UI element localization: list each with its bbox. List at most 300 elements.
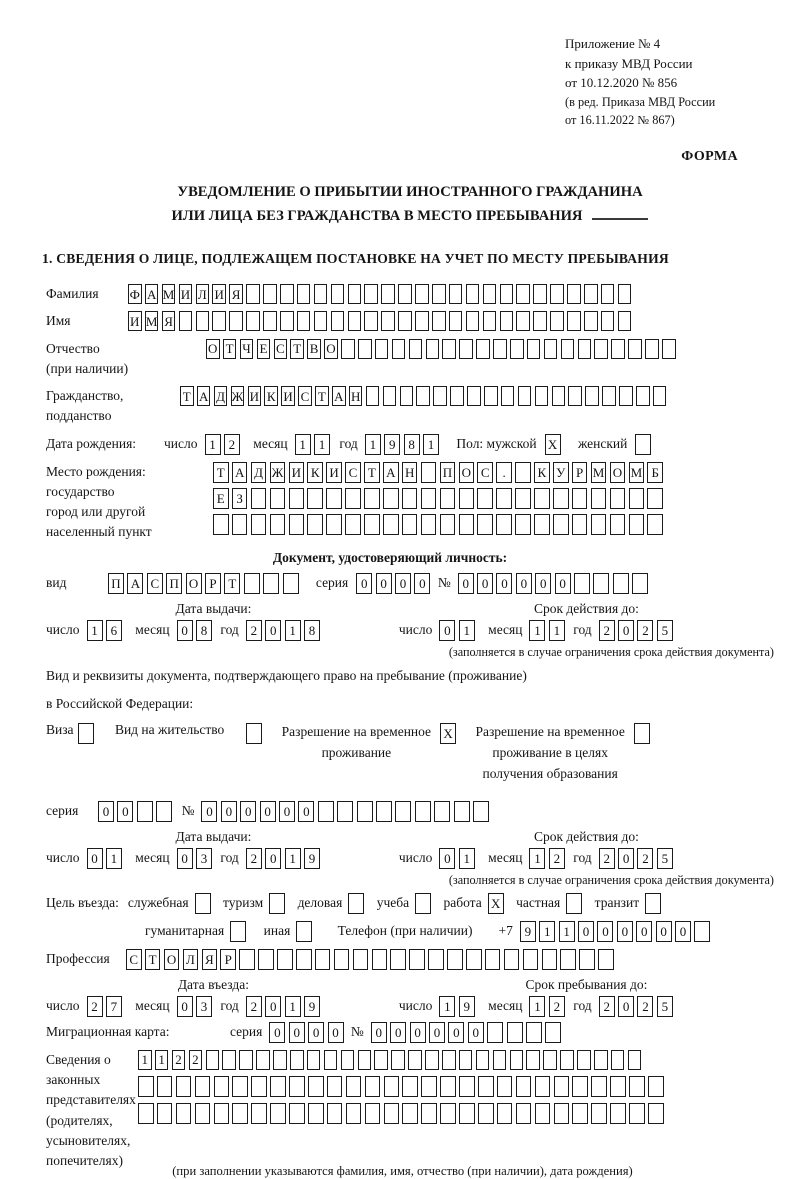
char-box-empty <box>232 514 248 535</box>
char-box-filled: 0 <box>675 921 691 942</box>
char-box-empty <box>277 949 293 970</box>
char-box-empty <box>634 723 650 744</box>
char-box-empty <box>421 488 437 509</box>
residence-series-boxes <box>98 801 176 822</box>
char-box-empty <box>196 311 210 331</box>
stay-until-col <box>381 977 774 1017</box>
char-box-filled: Ж <box>270 462 286 483</box>
doc-issue-month <box>177 620 216 641</box>
sex-female-label: женский <box>578 436 628 452</box>
char-box-empty <box>345 488 361 509</box>
char-box-filled: И <box>289 462 305 483</box>
char-box-filled: 1 <box>529 620 545 641</box>
char-box-empty <box>358 339 372 359</box>
entry-date-title: Дата въезда: <box>177 976 250 992</box>
char-box-empty <box>270 488 286 509</box>
char-box-empty <box>500 311 514 331</box>
doc-issue-col <box>46 601 381 660</box>
migration-card-label: Миграционная карта: <box>46 1024 170 1040</box>
birth-place-row3 <box>213 514 666 535</box>
char-box-empty <box>415 893 431 914</box>
char-box-empty <box>244 573 260 594</box>
surname-boxes <box>128 284 635 304</box>
firstname-label: Имя <box>46 313 71 329</box>
char-box-empty <box>383 514 399 535</box>
char-box-empty <box>433 386 447 406</box>
char-box-empty <box>601 284 615 304</box>
char-box-filled: . <box>496 462 512 483</box>
citizenship-label: Гражданство, подданство <box>46 388 124 424</box>
char-box-empty <box>476 1050 490 1070</box>
char-box-empty <box>334 949 350 970</box>
char-box-empty <box>484 386 498 406</box>
char-box-empty <box>629 1076 645 1097</box>
char-box-empty <box>572 488 588 509</box>
purpose-official: служебная <box>128 893 214 914</box>
day-label: число <box>46 622 80 638</box>
char-box-empty <box>296 949 312 970</box>
doc-valid-year <box>599 620 677 641</box>
char-box-empty <box>327 1103 343 1124</box>
char-box-filled: 1 <box>285 620 301 641</box>
purpose-humanitarian-checkbox <box>230 921 249 942</box>
purpose-study: учеба <box>377 893 435 914</box>
char-box-empty <box>533 284 547 304</box>
char-box-empty <box>516 284 530 304</box>
char-box-filled: 9 <box>384 434 400 455</box>
char-box-empty <box>263 311 277 331</box>
char-box-filled: Н <box>349 386 363 406</box>
char-box-empty <box>246 311 260 331</box>
char-box-filled: Т <box>315 386 329 406</box>
char-box-empty <box>258 949 274 970</box>
purpose-business: деловая <box>298 893 368 914</box>
purpose-label: Цель въезда: <box>46 895 119 911</box>
char-box-empty <box>280 284 294 304</box>
char-box-filled: 0 <box>240 801 256 822</box>
char-box-empty <box>346 1103 362 1124</box>
char-box-empty <box>239 949 255 970</box>
year-label: год <box>573 998 592 1014</box>
month-label: месяц <box>135 998 170 1014</box>
char-box-empty <box>273 1050 287 1070</box>
char-box-filled: 0 <box>410 1022 426 1043</box>
char-box-filled: Я <box>202 949 218 970</box>
char-box-empty <box>251 1103 267 1124</box>
sex-male-label: Пол: мужской <box>456 436 537 452</box>
char-box-empty <box>426 339 440 359</box>
char-box-filled: 0 <box>597 921 613 942</box>
char-box-empty <box>381 311 395 331</box>
char-box-empty <box>263 573 279 594</box>
representatives-row1 <box>138 1050 667 1070</box>
char-box-empty <box>591 1103 607 1124</box>
month-label: месяц <box>488 998 523 1014</box>
char-box-empty <box>270 1076 286 1097</box>
char-box-filled: Е <box>257 339 271 359</box>
section1-heading: 1. СВЕДЕНИЯ О ЛИЦЕ, ПОДЛЕЖАЩЕМ ПОСТАНОВКЕ НА УЧЕТ ПО МЕСТУ ПРЕБЫВАНИЯ <box>42 251 669 267</box>
char-box-filled: 0 <box>289 1022 305 1043</box>
char-box-filled: С <box>126 949 142 970</box>
char-box-empty <box>290 1050 304 1070</box>
char-box-filled: 9 <box>459 996 475 1017</box>
char-box-empty <box>251 488 267 509</box>
char-box-empty <box>515 462 531 483</box>
char-box-empty <box>449 311 463 331</box>
char-box-empty <box>251 1076 267 1097</box>
firstname-boxes <box>128 311 635 331</box>
char-box-empty <box>553 514 569 535</box>
char-box-filled: Т <box>223 339 237 359</box>
char-box-empty <box>542 949 558 970</box>
char-box-empty <box>466 284 480 304</box>
char-box-filled: Т <box>145 949 161 970</box>
char-box-empty <box>459 488 475 509</box>
char-box-filled: 1 <box>285 848 301 869</box>
char-box-empty <box>239 1050 253 1070</box>
char-box-empty <box>629 1103 645 1124</box>
char-box-empty <box>408 1050 422 1070</box>
char-box-filled: Р <box>220 949 236 970</box>
char-box-filled: 0 <box>298 801 314 822</box>
char-box-empty <box>493 339 507 359</box>
doc-number-label: № <box>437 575 451 591</box>
char-box-empty <box>611 1050 625 1070</box>
char-box-filled: Л <box>183 949 199 970</box>
char-box-empty <box>137 801 153 822</box>
char-box-empty <box>348 893 364 914</box>
purpose-business-checkbox <box>348 893 367 914</box>
char-box-empty <box>629 514 645 535</box>
char-box-filled: 2 <box>637 620 653 641</box>
phone-prefix: +7 <box>498 923 513 939</box>
char-box-filled: 8 <box>304 620 320 641</box>
char-box-filled: С <box>477 462 493 483</box>
char-box-empty <box>246 284 260 304</box>
char-box-empty <box>459 1076 475 1097</box>
purpose-humanitarian: гуманитарная <box>145 921 250 942</box>
char-box-filled: Л <box>196 284 210 304</box>
char-box-empty <box>449 284 463 304</box>
char-box-empty <box>645 893 661 914</box>
char-box-empty <box>610 488 626 509</box>
char-box-empty <box>421 1103 437 1124</box>
char-box-empty <box>395 801 411 822</box>
char-box-empty <box>432 311 446 331</box>
char-box-filled: 0 <box>477 573 493 594</box>
char-box-filled: 3 <box>196 996 212 1017</box>
char-box-empty <box>518 386 532 406</box>
char-box-filled: 0 <box>656 921 672 942</box>
char-box-empty <box>440 488 456 509</box>
char-box-empty <box>307 1050 321 1070</box>
char-box-empty <box>440 1076 456 1097</box>
purpose-tourism-checkbox <box>269 893 288 914</box>
doc-kind-row <box>46 573 774 594</box>
purpose-official-checkbox <box>195 893 214 914</box>
char-box-filled: 0 <box>439 620 455 641</box>
month-label: месяц <box>488 622 523 638</box>
char-box-empty <box>553 488 569 509</box>
residence-permit-checkbox <box>246 723 265 744</box>
char-box-empty <box>251 514 267 535</box>
char-box-empty <box>527 339 541 359</box>
year-label: год <box>220 998 239 1014</box>
char-box-empty <box>402 1076 418 1097</box>
char-box-empty <box>526 1050 540 1070</box>
char-box-empty <box>364 488 380 509</box>
residence-doc-text1: Вид и реквизиты документа, подтверждающего право на пребывание (проживание) <box>46 667 527 683</box>
legal-reference-line: к приказу МВД России <box>565 55 693 71</box>
char-box-empty <box>584 284 598 304</box>
char-box-empty <box>496 488 512 509</box>
form-title-line1: УВЕДОМЛЕНИЕ О ПРИБЫТИИ ИНОСТРАННОГО ГРАЖДАНИНА <box>177 184 643 201</box>
char-box-empty <box>523 949 539 970</box>
residence-issue-col <box>46 829 381 888</box>
purpose-row2 <box>46 921 774 942</box>
day-label: число <box>398 998 433 1014</box>
doc-dates-block <box>46 601 774 660</box>
char-box-filled: М <box>629 462 645 483</box>
char-box-filled: О <box>186 573 202 594</box>
char-box-empty <box>578 339 592 359</box>
char-box-filled: Н <box>402 462 418 483</box>
char-box-empty <box>440 1103 456 1124</box>
char-box-empty <box>534 488 550 509</box>
year-label: год <box>220 850 239 866</box>
char-box-empty <box>550 284 564 304</box>
doc-valid-title: Срок действия до: <box>533 600 639 616</box>
char-box-empty <box>402 514 418 535</box>
char-box-empty <box>229 311 243 331</box>
char-box-filled: 1 <box>559 921 575 942</box>
char-box-empty <box>364 311 378 331</box>
representatives-note: (при заполнении указываются фамилия, имя, отчество (при наличии), дата рождения) <box>172 1163 633 1178</box>
doc-number-boxes <box>458 573 652 594</box>
char-box-empty <box>246 723 262 744</box>
char-box-empty <box>353 949 369 970</box>
day-label: число <box>164 436 198 452</box>
char-box-filled: 5 <box>657 848 673 869</box>
char-box-filled: 0 <box>458 573 474 594</box>
char-box-empty <box>358 1050 372 1070</box>
temporary-residence-education-option <box>475 722 653 785</box>
temporary-residence-option <box>282 722 460 764</box>
char-box-filled: 0 <box>516 573 532 594</box>
char-box-filled: 2 <box>224 434 240 455</box>
migration-number-label: № <box>350 1024 364 1040</box>
char-box-empty <box>400 386 414 406</box>
char-box-empty <box>348 311 362 331</box>
surname-label: Фамилия <box>46 286 99 302</box>
char-box-filled: 1 <box>459 848 475 869</box>
char-box-empty <box>510 1050 524 1070</box>
char-box-empty <box>314 311 328 331</box>
char-box-empty <box>327 1076 343 1097</box>
char-box-empty <box>421 514 437 535</box>
char-box-filled: А <box>127 573 143 594</box>
char-box-empty <box>653 386 667 406</box>
char-box-empty <box>289 1103 305 1124</box>
legal-reference-line: от 16.11.2022 № 867) <box>565 112 675 127</box>
purpose-transit: транзит <box>595 893 665 914</box>
char-box-filled: 1 <box>295 434 311 455</box>
char-box-filled: 0 <box>496 573 512 594</box>
char-box-filled: К <box>534 462 550 483</box>
citizenship-row <box>46 386 774 427</box>
char-box-empty <box>572 1103 588 1124</box>
char-box-empty <box>478 1103 494 1124</box>
char-box-empty <box>409 949 425 970</box>
purpose-study-checkbox <box>415 893 434 914</box>
char-box-empty <box>365 1076 381 1097</box>
char-box-empty <box>195 1103 211 1124</box>
char-box-empty <box>416 386 430 406</box>
char-box-filled: 0 <box>395 573 411 594</box>
char-box-empty <box>346 1076 362 1097</box>
char-box-empty <box>516 1103 532 1124</box>
char-box-empty <box>593 573 609 594</box>
char-box-filled: А <box>197 386 211 406</box>
char-box-filled: И <box>128 311 142 331</box>
char-box-empty <box>585 386 599 406</box>
char-box-filled: И <box>326 462 342 483</box>
purpose-work-checkbox <box>488 893 507 914</box>
legal-reference-line: Приложение № 4 <box>565 36 661 51</box>
char-box-filled: И <box>281 386 295 406</box>
char-box-filled: М <box>145 311 159 331</box>
char-box-empty <box>473 801 489 822</box>
char-box-filled: 0 <box>117 801 133 822</box>
char-box-filled: 3 <box>196 848 212 869</box>
char-box-empty <box>628 339 642 359</box>
sex-female-checkbox <box>635 434 654 455</box>
char-box-empty <box>561 339 575 359</box>
char-box-filled: 0 <box>265 996 281 1017</box>
char-box-filled: 0 <box>617 921 633 942</box>
char-box-empty <box>647 514 663 535</box>
char-box-empty <box>372 949 388 970</box>
doc-issue-day <box>87 620 126 641</box>
char-box-empty <box>415 801 431 822</box>
char-box-empty <box>618 284 632 304</box>
char-box-empty <box>610 1076 626 1097</box>
char-box-empty <box>214 1076 230 1097</box>
char-box-filled: 2 <box>599 620 615 641</box>
char-box-empty <box>176 1076 192 1097</box>
residence-dates-block <box>46 829 774 888</box>
char-box-filled: 0 <box>98 801 114 822</box>
birth-date-row <box>46 434 774 455</box>
char-box-empty <box>467 386 481 406</box>
char-box-filled: М <box>162 284 176 304</box>
char-box-filled: С <box>298 386 312 406</box>
residence-issue-day <box>87 848 126 869</box>
char-box-empty <box>477 488 493 509</box>
char-box-empty <box>485 949 501 970</box>
char-box-filled: 2 <box>189 1050 203 1070</box>
entry-dates-block <box>46 977 774 1017</box>
doc-valid-note: (заполняется в случае ограничения срока действия документа) <box>448 644 774 659</box>
residence-issue-title: Дата выдачи: <box>175 828 252 844</box>
patronymic-boxes <box>206 339 679 359</box>
char-box-filled: 2 <box>637 996 653 1017</box>
char-box-filled: В <box>307 339 321 359</box>
char-box-filled: 0 <box>448 1022 464 1043</box>
char-box-empty <box>376 801 392 822</box>
migration-card-row <box>46 1022 774 1043</box>
char-box-filled: И <box>248 386 262 406</box>
char-box-filled: 8 <box>196 620 212 641</box>
char-box-filled: К <box>264 386 278 406</box>
char-box-empty <box>535 386 549 406</box>
char-box-filled: О <box>324 339 338 359</box>
char-box-empty <box>636 386 650 406</box>
entry-month <box>177 996 216 1017</box>
doc-series-label: серия <box>315 575 349 591</box>
legal-reference-block <box>565 34 770 129</box>
char-box-filled: 2 <box>246 996 262 1017</box>
residence-valid-note: (заполняется в случае ограничения срока действия документа) <box>448 872 774 887</box>
char-box-empty <box>213 514 229 535</box>
purpose-other: иная <box>264 921 316 942</box>
char-box-empty <box>402 1103 418 1124</box>
char-box-filled: 0 <box>279 801 295 822</box>
char-box-filled: 5 <box>657 620 673 641</box>
residence-valid-title: Срок действия до: <box>533 828 639 844</box>
char-box-empty <box>307 488 323 509</box>
legal-reference-line: (в ред. Приказа МВД России <box>565 94 716 109</box>
representatives-row3 <box>138 1103 667 1124</box>
char-box-filled: А <box>145 284 159 304</box>
purpose-other-checkbox <box>296 921 315 942</box>
char-box-empty <box>212 311 226 331</box>
char-box-filled: 0 <box>177 848 193 869</box>
char-box-empty <box>577 1050 591 1070</box>
char-box-empty <box>598 949 614 970</box>
char-box-empty <box>694 921 710 942</box>
char-box-empty <box>326 514 342 535</box>
char-box-filled: 6 <box>106 620 122 641</box>
residence-permit-option <box>115 722 266 744</box>
birth-place-row <box>46 462 774 543</box>
birth-month-boxes <box>295 434 334 455</box>
month-label: месяц <box>253 436 288 452</box>
char-box-empty <box>454 801 470 822</box>
char-box-empty <box>567 311 581 331</box>
phone-label: Телефон (при наличии) <box>337 923 473 939</box>
char-box-empty <box>574 573 590 594</box>
char-box-empty <box>280 311 294 331</box>
char-box-empty <box>391 1050 405 1070</box>
char-box-empty <box>428 949 444 970</box>
char-box-empty <box>496 514 512 535</box>
char-box-filled: 0 <box>578 921 594 942</box>
char-box-empty <box>398 311 412 331</box>
char-box-empty <box>648 1103 664 1124</box>
birth-place-boxes <box>213 462 666 540</box>
residence-permit-label: Вид на жительство <box>114 722 225 738</box>
char-box-empty <box>442 1050 456 1070</box>
char-box-filled: 1 <box>285 996 301 1017</box>
char-box-filled: Я <box>162 311 176 331</box>
char-box-empty <box>78 723 94 744</box>
char-box-empty <box>591 488 607 509</box>
char-box-filled: Д <box>214 386 228 406</box>
char-box-filled: З <box>232 488 248 509</box>
char-box-empty <box>138 1076 154 1097</box>
temporary-residence-label: Разрешение на временное проживание <box>281 724 432 760</box>
